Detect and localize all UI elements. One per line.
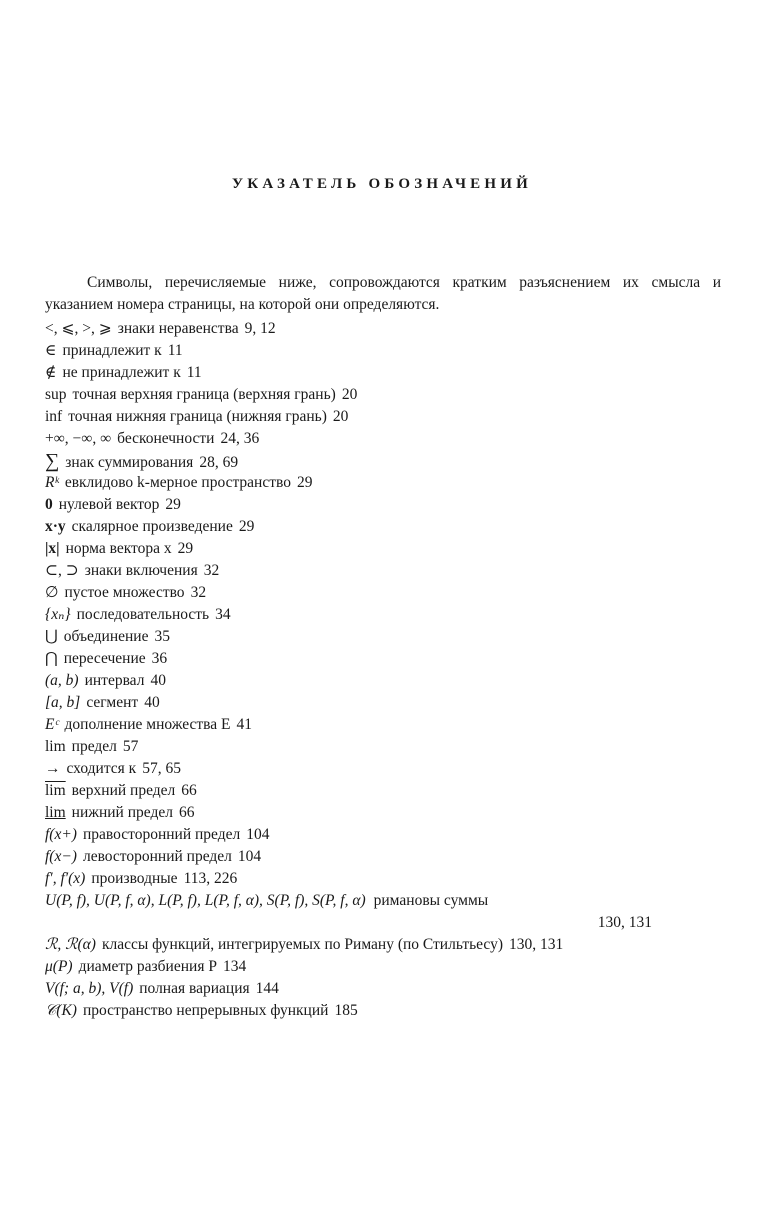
- entry-description: левосторонний предел: [82, 848, 232, 865]
- list-item: [45, 428, 725, 450]
- entry-symbol: 𝒞(K): [45, 1002, 77, 1019]
- entry-pages: 11: [186, 364, 202, 381]
- entry-symbol: Eᶜ: [45, 716, 59, 733]
- entry-symbol: inf: [45, 408, 63, 425]
- list-item: [45, 582, 725, 604]
- entry-pages: 66: [178, 804, 195, 821]
- entry-description: не принадлежит к: [62, 364, 181, 381]
- entry-description: точная верхняя граница (верхняя грань): [72, 386, 336, 403]
- entry-symbol: {xₙ}: [45, 606, 71, 623]
- list-item: [45, 560, 725, 582]
- entry-pages: 9, 12: [244, 320, 276, 337]
- page-title: УКАЗАТЕЛЬ ОБОЗНАЧЕНИЙ: [232, 176, 532, 192]
- entry-description: евклидово k-мерное пространство: [64, 474, 291, 491]
- entry-description: знак суммирования: [65, 454, 194, 471]
- entry-symbol: ∉: [45, 364, 57, 381]
- list-item: [45, 626, 725, 648]
- entry-description: знаки включения: [84, 562, 198, 579]
- entry-pages: 66: [181, 782, 197, 799]
- entry-description: дополнение множества E: [64, 716, 231, 733]
- entry-pages: 20: [341, 386, 358, 403]
- list-item: [45, 780, 725, 802]
- entry-pages: 24, 36: [220, 430, 260, 447]
- entry-pages: 32: [203, 562, 220, 579]
- entry-description: сегмент: [86, 694, 139, 711]
- entry-pages: 20: [332, 408, 349, 425]
- entry-description: точная нижняя граница (нижняя грань): [68, 408, 327, 425]
- list-item: [45, 648, 725, 670]
- entry-pages: 130, 131: [509, 936, 564, 953]
- list-item: [45, 538, 725, 560]
- entry-description: производные: [91, 870, 178, 887]
- entry-symbol: |x|: [45, 540, 60, 557]
- entry-pages: 134: [222, 958, 247, 975]
- entry-description: последовательность: [76, 606, 210, 623]
- entry-pages: 32: [190, 584, 207, 601]
- entry-symbol: ∑: [45, 450, 60, 472]
- entry-symbol: <, ⩽, >, ⩾: [45, 320, 112, 337]
- list-item: [45, 362, 725, 384]
- entry-pages: 41: [236, 716, 253, 733]
- entry-description: полная вариация: [139, 980, 250, 997]
- entry-description: нулевой вектор: [58, 496, 160, 513]
- list-item: [45, 978, 725, 1000]
- entry-pages: 113, 226: [183, 870, 238, 887]
- entry-symbol: U(P, f), U(P, f, α), L(P, f), L(P, f, α), S(P, f), S(P, f, α): [45, 892, 366, 909]
- entry-pages: 29: [238, 518, 255, 535]
- entry-symbol: 0: [45, 496, 53, 513]
- list-item: [45, 736, 725, 758]
- list-item: [45, 384, 725, 406]
- list-item: [45, 450, 725, 472]
- list-item: [45, 824, 725, 846]
- entry-pages: 185: [334, 1002, 358, 1019]
- entry-pages: 36: [151, 650, 168, 667]
- list-item: [45, 604, 725, 626]
- entry-symbol: x·y: [45, 518, 66, 535]
- entry-symbol: f′, f′(x): [45, 870, 86, 887]
- entry-description: норма вектора x: [65, 540, 172, 557]
- entry-description: сходится к: [66, 760, 137, 777]
- entry-symbol: ⋂: [45, 650, 58, 667]
- entry-description: диаметр разбиения P: [78, 958, 217, 975]
- list-item: [45, 494, 725, 516]
- entry-symbol: ∈: [45, 342, 57, 359]
- entry-symbol: μ(P): [45, 958, 73, 975]
- list-item: [45, 956, 725, 978]
- entry-description: нижний предел: [71, 804, 173, 821]
- list-item: [45, 516, 725, 538]
- entry-description: пустое множество: [64, 584, 185, 601]
- entry-description: объединение: [63, 628, 149, 645]
- list-item: [45, 318, 725, 340]
- entry-pages: 11: [167, 342, 183, 359]
- list-item: [45, 758, 725, 780]
- entry-pages: 29: [296, 474, 313, 491]
- entry-pages: 29: [165, 496, 181, 513]
- entry-symbol: f(x+): [45, 826, 77, 843]
- entry-pages: 40: [144, 694, 160, 711]
- entry-description: верхний предел: [71, 782, 176, 799]
- list-item: [45, 714, 725, 736]
- entry-symbol: ∅: [45, 584, 59, 601]
- entry-symbol: V(f; a, b), V(f): [45, 980, 134, 997]
- entry-description: предел: [71, 738, 117, 755]
- list-item: [45, 846, 725, 868]
- list-item: [45, 472, 725, 494]
- list-item: [45, 692, 725, 714]
- list-item: [45, 406, 725, 428]
- entry-description: знаки неравенства: [117, 320, 239, 337]
- entry-symbol: (a, b): [45, 672, 79, 689]
- entry-pages: 130, 131: [597, 914, 652, 931]
- list-item: [45, 802, 725, 824]
- intro-paragraph: [45, 272, 721, 316]
- entry-description: правосторонний предел: [82, 826, 241, 843]
- entry-pages: 104: [246, 826, 270, 843]
- entry-symbol: Rᵏ: [45, 474, 59, 491]
- entry-description: классы функций, интегрируемых по Риману (по Стильтьесу): [101, 936, 504, 953]
- list-item: [45, 670, 725, 692]
- entry-pages: 144: [255, 980, 279, 997]
- intro-text: Символы, перечисляемые ниже, сопровождаются кратким разъяснением их смысла и указанием номера страницы, на которой они определяются.: [45, 274, 721, 313]
- entry-pages: 29: [177, 540, 194, 557]
- entry-symbol: $\overline{lim}$: [45, 782, 66, 799]
- entry-symbol: ⋃: [45, 628, 58, 645]
- list-item: [45, 1000, 725, 1022]
- symbol-index-list: [45, 318, 725, 1022]
- entry-description: пространство непрерывных функций: [82, 1002, 329, 1019]
- entry-pages: 28, 69: [199, 454, 239, 471]
- entry-pages: 57, 65: [142, 760, 181, 777]
- list-item: [45, 890, 725, 934]
- entry-symbol: lim: [45, 804, 66, 821]
- entry-description: принадлежит к: [62, 342, 162, 359]
- entry-symbol: ⊂, ⊃: [45, 562, 79, 579]
- entry-description: интервал: [84, 672, 145, 689]
- entry-description: римановы суммы: [373, 892, 489, 909]
- entry-pages: 57: [122, 738, 139, 755]
- list-item: [45, 868, 725, 890]
- list-item: [45, 340, 725, 362]
- entry-symbol: lim: [45, 738, 66, 755]
- entry-description: пересечение: [63, 650, 146, 667]
- entry-symbol: ℛ, ℛ(α): [45, 936, 96, 953]
- list-item: [45, 934, 725, 956]
- entry-description: бесконечности: [117, 430, 215, 447]
- entry-symbol: [a, b]: [45, 694, 81, 711]
- entry-symbol: f(x−): [45, 848, 77, 865]
- entry-pages: 40: [150, 672, 166, 689]
- entry-pages: 35: [154, 628, 170, 645]
- entry-description: скалярное произведение: [71, 518, 233, 535]
- entry-symbol: →: [45, 760, 61, 777]
- entry-pages: 104: [237, 848, 262, 865]
- entry-pages: 34: [215, 606, 231, 623]
- entry-symbol: +∞, −∞, ∞: [45, 430, 112, 447]
- entry-symbol: sup: [45, 386, 67, 403]
